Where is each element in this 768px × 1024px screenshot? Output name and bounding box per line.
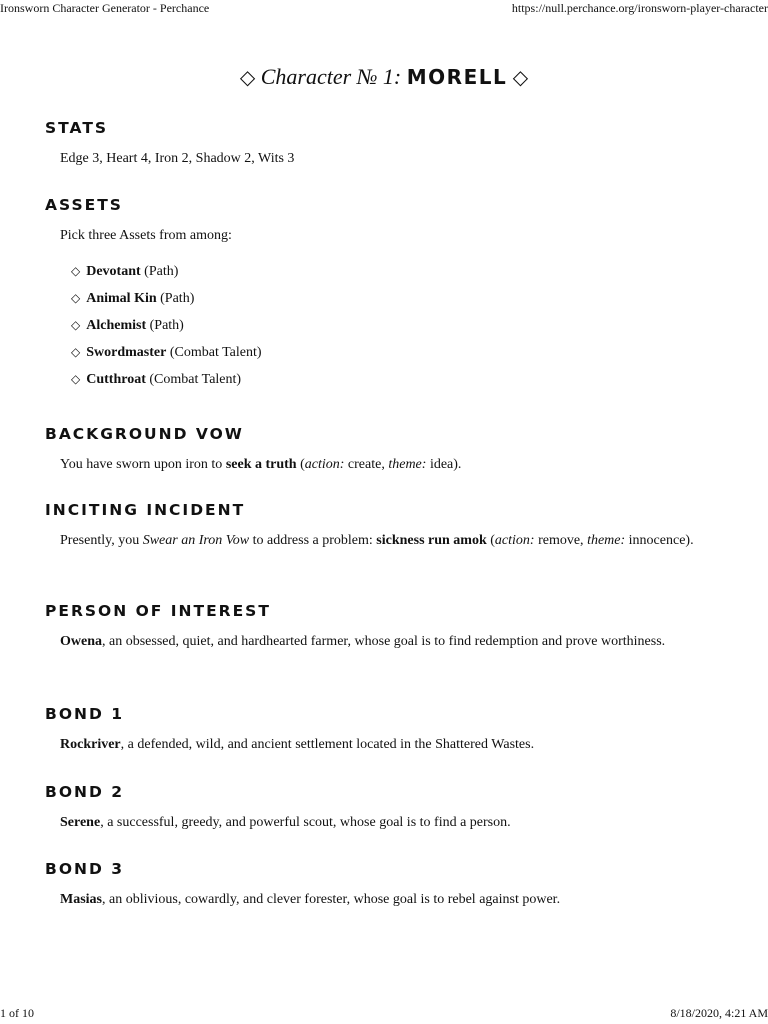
theme-label: theme: [388, 457, 427, 472]
bond-name: Rockriver [60, 737, 121, 752]
background-vow-section [45, 420, 461, 476]
diamond-icon: ◇ [512, 67, 529, 89]
assets-heading: ASSETS [45, 196, 123, 214]
bond-2-text [45, 811, 511, 834]
incident-middle: to address a problem: [249, 533, 377, 548]
bond-name: Masias [60, 892, 102, 907]
asset-category: (Combat Talent) [169, 345, 262, 360]
character-number: Character № 1: [260, 64, 402, 89]
list-item [71, 285, 262, 312]
vow-name: seek a truth [225, 457, 297, 472]
diamond-bullet-icon: ◇ [71, 372, 81, 386]
incident-intro: Presently, you [60, 533, 143, 548]
assets-intro: Pick three Assets from among: [60, 228, 232, 243]
asset-name: Swordmaster [86, 345, 167, 360]
asset-category: (Path) [149, 318, 184, 333]
diamond-bullet-icon: ◇ [71, 291, 81, 305]
bond-description: , a defended, wild, and ancient settlement located in the Shattered Wastes. [120, 737, 535, 752]
action-label: action: [304, 457, 345, 472]
diamond-bullet-icon: ◇ [71, 345, 81, 359]
assets-section [45, 191, 262, 393]
bond-description: , an oblivious, cowardly, and clever forester, whose goal is to rebel against power. [102, 892, 561, 907]
page-number: 1 of 10 [0, 1006, 34, 1020]
diamond-bullet-icon: ◇ [71, 264, 81, 278]
stats-text: Edge 3, Heart 4, Iron 2, Shadow 2, Wits 3 [60, 151, 295, 166]
bond-1-section [45, 700, 534, 756]
person-of-interest-text [45, 630, 700, 653]
person-of-interest-heading: PERSON OF INTEREST [45, 602, 271, 620]
stats-section [45, 114, 294, 170]
list-item [71, 312, 262, 339]
asset-name: Animal Kin [86, 291, 157, 306]
bond-name: Serene [60, 815, 101, 830]
asset-category: (Path) [144, 264, 179, 279]
print-page-url: https://null.perchance.org/ironsworn-player-character [511, 1, 768, 15]
bond-description: , a successful, greedy, and powerful scout, whose goal is to find a person. [100, 815, 511, 830]
paren-open: ( [296, 457, 305, 472]
bond-3-heading: BOND 3 [45, 860, 125, 878]
print-page-title: Ironsworn Character Generator - Perchance [0, 1, 210, 15]
bond-1-heading: BOND 1 [45, 705, 125, 723]
person-description: , an obsessed, quiet, and hardhearted farmer, whose goal is to find redemption and prove worthiness. [102, 634, 666, 649]
asset-list [45, 258, 262, 393]
problem-name: sickness run amok [376, 533, 487, 548]
move-name: Swear an Iron Vow [142, 533, 250, 548]
print-header [0, 0, 768, 18]
inciting-incident-section [45, 496, 700, 552]
theme-value: innocence). [625, 533, 694, 548]
asset-category: (Path) [160, 291, 195, 306]
page-title [0, 62, 768, 93]
list-item [71, 366, 262, 393]
asset-name: Alchemist [86, 318, 147, 333]
asset-category: (Combat Talent) [149, 372, 242, 387]
action-value: remove, [534, 533, 588, 548]
bond-3-text [45, 888, 560, 911]
asset-name: Devotant [86, 264, 141, 279]
diamond-icon: ◇ [239, 67, 256, 89]
theme-label: theme: [587, 533, 626, 548]
print-footer [0, 1006, 768, 1024]
bond-2-heading: BOND 2 [45, 783, 125, 801]
action-label: action: [494, 533, 535, 548]
theme-value: idea). [426, 457, 462, 472]
bond-1-text [45, 733, 534, 756]
inciting-incident-text [45, 529, 700, 552]
print-datetime: 8/18/2020, 4:21 AM [670, 1006, 768, 1020]
person-name: Owena [60, 634, 102, 649]
inciting-incident-heading: INCITING INCIDENT [45, 501, 246, 519]
paren-open: ( [486, 533, 495, 548]
vow-intro: You have sworn upon iron to [60, 457, 226, 472]
list-item [71, 258, 262, 285]
list-item [71, 339, 262, 366]
stats-heading: STATS [45, 119, 109, 137]
background-vow-text [45, 453, 461, 476]
background-vow-heading: BACKGROUND VOW [45, 425, 244, 443]
bond-2-section [45, 778, 511, 834]
action-value: create, [344, 457, 389, 472]
person-of-interest-section [45, 597, 700, 653]
bond-3-section [45, 855, 560, 911]
diamond-bullet-icon: ◇ [71, 318, 81, 332]
asset-name: Cutthroat [86, 372, 146, 387]
character-name: MORELL [406, 65, 508, 89]
